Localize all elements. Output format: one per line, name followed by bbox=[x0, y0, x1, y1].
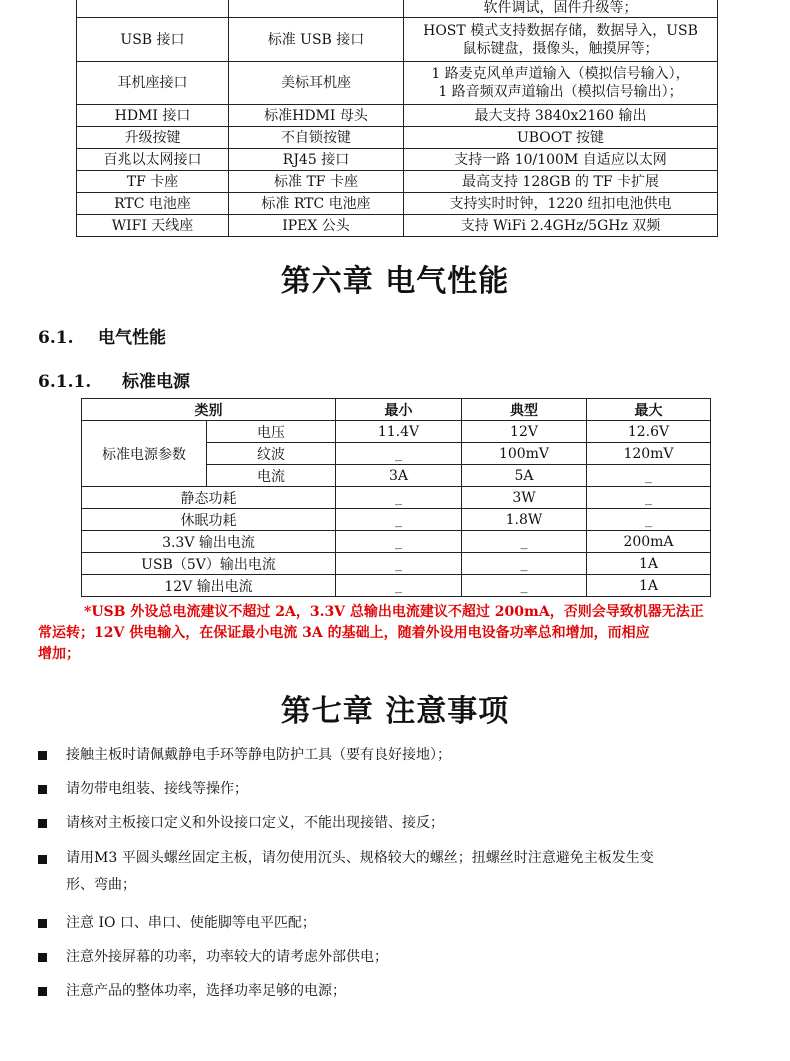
typ-value: _ bbox=[462, 575, 587, 597]
table-row bbox=[77, 105, 718, 127]
iface-type: RJ45 接口 bbox=[229, 149, 404, 171]
section-heading: 6.1. 电气性能 bbox=[38, 328, 166, 348]
table-row bbox=[77, 215, 718, 237]
min-value: _ bbox=[336, 487, 462, 509]
iface-name: HDMI 接口 bbox=[77, 105, 229, 127]
table-row bbox=[82, 553, 711, 575]
table-row bbox=[77, 193, 718, 215]
row-label: 12V 输出电流 bbox=[82, 575, 336, 597]
list-item: 注意产品的整体功率，选择功率足够的电源； bbox=[38, 979, 758, 1003]
param-label: 电压 bbox=[207, 421, 336, 443]
max-value: 1A bbox=[587, 553, 711, 575]
iface-name: 耳机座接口 bbox=[77, 62, 229, 105]
iface-type: 标准HDMI 母头 bbox=[229, 105, 404, 127]
typ-value: 3W bbox=[462, 487, 587, 509]
max-value: 1A bbox=[587, 575, 711, 597]
typ-value: 100mV bbox=[462, 443, 587, 465]
iface-type: 美标耳机座 bbox=[229, 62, 404, 105]
iface-name: WIFI 天线座 bbox=[77, 215, 229, 237]
max-value: 12.6V bbox=[587, 421, 711, 443]
table-row bbox=[77, 62, 718, 105]
bullet-icon bbox=[38, 953, 47, 962]
iface-name: TF 卡座 bbox=[77, 171, 229, 193]
interface-table bbox=[76, 0, 718, 237]
iface-name: RTC 电池座 bbox=[77, 193, 229, 215]
min-value: _ bbox=[336, 575, 462, 597]
iface-desc: 软件调试，固件升级等； bbox=[404, 0, 718, 18]
bullet-icon bbox=[38, 751, 47, 760]
iface-name: 升级按键 bbox=[77, 127, 229, 149]
column-header: 最大 bbox=[587, 399, 711, 421]
power-note: *USB 外设总电流建议不超过 2A，3.3V 总输出电流建议不超过 200mA，否则会导致机器无法正 常运转；12V 供电输入，在保证最小电流 3A 的基础上，随着外设用电设备功率总和增加，而相应 增加； bbox=[38, 604, 704, 662]
iface-type: IPEX 公头 bbox=[229, 215, 404, 237]
min-value: _ bbox=[336, 553, 462, 575]
typ-value: 12V bbox=[462, 421, 587, 443]
max-value: _ bbox=[587, 509, 711, 531]
chapter-title: 第六章 电气性能 bbox=[280, 264, 510, 299]
list-item: 请用M3 平圆头螺丝固定主板，请勿使用沉头、规格较大的螺丝；扭螺丝时注意避免主板发生变 形、弯曲； bbox=[38, 845, 758, 899]
iface-desc: 支持实时时钟，1220 纽扣电池供电 bbox=[404, 193, 718, 215]
table-row bbox=[82, 421, 711, 443]
min-value: _ bbox=[336, 443, 462, 465]
list-item: 请勿带电组装、接线等操作； bbox=[38, 777, 758, 801]
power-table bbox=[81, 398, 711, 597]
min-value: _ bbox=[336, 531, 462, 553]
bullet-icon bbox=[38, 987, 47, 996]
table-row bbox=[82, 487, 711, 509]
table-row bbox=[77, 18, 718, 62]
column-header: 典型 bbox=[462, 399, 587, 421]
bullet-icon bbox=[38, 855, 47, 864]
min-value: _ bbox=[336, 509, 462, 531]
iface-name bbox=[77, 0, 229, 18]
max-value: 200mA bbox=[587, 531, 711, 553]
table-row bbox=[77, 149, 718, 171]
list-item: 请核对主板接口定义和外设接口定义，不能出现接错、接反； bbox=[38, 811, 758, 835]
iface-name: USB 接口 bbox=[77, 18, 229, 62]
typ-value: _ bbox=[462, 553, 587, 575]
iface-type: 不自锁按键 bbox=[229, 127, 404, 149]
iface-type bbox=[229, 0, 404, 18]
column-header: 类别 bbox=[82, 399, 336, 421]
precautions-list bbox=[38, 743, 758, 1003]
max-value: _ bbox=[587, 487, 711, 509]
iface-type: 标准 TF 卡座 bbox=[229, 171, 404, 193]
typ-value: 1.8W bbox=[462, 509, 587, 531]
max-value: _ bbox=[587, 465, 711, 487]
iface-desc: 支持 WiFi 2.4GHz/5GHz 双频 bbox=[404, 215, 718, 237]
iface-desc: 最大支持 3840x2160 输出 bbox=[404, 105, 718, 127]
table-row bbox=[82, 509, 711, 531]
typ-value: 5A bbox=[462, 465, 587, 487]
iface-type: 标准 RTC 电池座 bbox=[229, 193, 404, 215]
table-row bbox=[77, 0, 718, 18]
list-item: 接触主板时请佩戴静电手环等静电防护工具（要有良好接地）； bbox=[38, 743, 758, 767]
table-row bbox=[77, 171, 718, 193]
subsection-heading: 6.1.1. 标准电源 bbox=[38, 372, 190, 392]
iface-type: 标准 USB 接口 bbox=[229, 18, 404, 62]
row-label: 3.3V 输出电流 bbox=[82, 531, 336, 553]
row-label: 休眠功耗 bbox=[82, 509, 336, 531]
iface-desc: 最高支持 128GB 的 TF 卡扩展 bbox=[404, 171, 718, 193]
row-label: USB（5V）输出电流 bbox=[82, 553, 336, 575]
row-label: 静态功耗 bbox=[82, 487, 336, 509]
bullet-icon bbox=[38, 919, 47, 928]
list-item: 注意 IO 口、串口、使能脚等电平匹配； bbox=[38, 911, 758, 935]
param-label: 电流 bbox=[207, 465, 336, 487]
iface-desc: HOST 模式支持数据存储，数据导入，USB 鼠标键盘，摄像头，触摸屏等； bbox=[404, 18, 718, 62]
iface-desc: UBOOT 按键 bbox=[404, 127, 718, 149]
list-item: 注意外接屏幕的功率，功率较大的请考虑外部供电； bbox=[38, 945, 758, 969]
param-label: 纹波 bbox=[207, 443, 336, 465]
bullet-icon bbox=[38, 819, 47, 828]
group-label: 标准电源参数 bbox=[82, 421, 207, 487]
chapter-title: 第七章 注意事项 bbox=[280, 694, 510, 729]
max-value: 120mV bbox=[587, 443, 711, 465]
table-row bbox=[77, 127, 718, 149]
column-header: 最小 bbox=[336, 399, 462, 421]
typ-value: _ bbox=[462, 531, 587, 553]
table-row bbox=[82, 575, 711, 597]
iface-desc: 支持一路 10/100M 自适应以太网 bbox=[404, 149, 718, 171]
iface-name: 百兆以太网接口 bbox=[77, 149, 229, 171]
min-value: 3A bbox=[336, 465, 462, 487]
table-row bbox=[82, 531, 711, 553]
table-header-row bbox=[82, 399, 711, 421]
min-value: 11.4V bbox=[336, 421, 462, 443]
iface-desc: 1 路麦克风单声道输入（模拟信号输入）， 1 路音频双声道输出（模拟信号输出）； bbox=[404, 62, 718, 105]
bullet-icon bbox=[38, 785, 47, 794]
